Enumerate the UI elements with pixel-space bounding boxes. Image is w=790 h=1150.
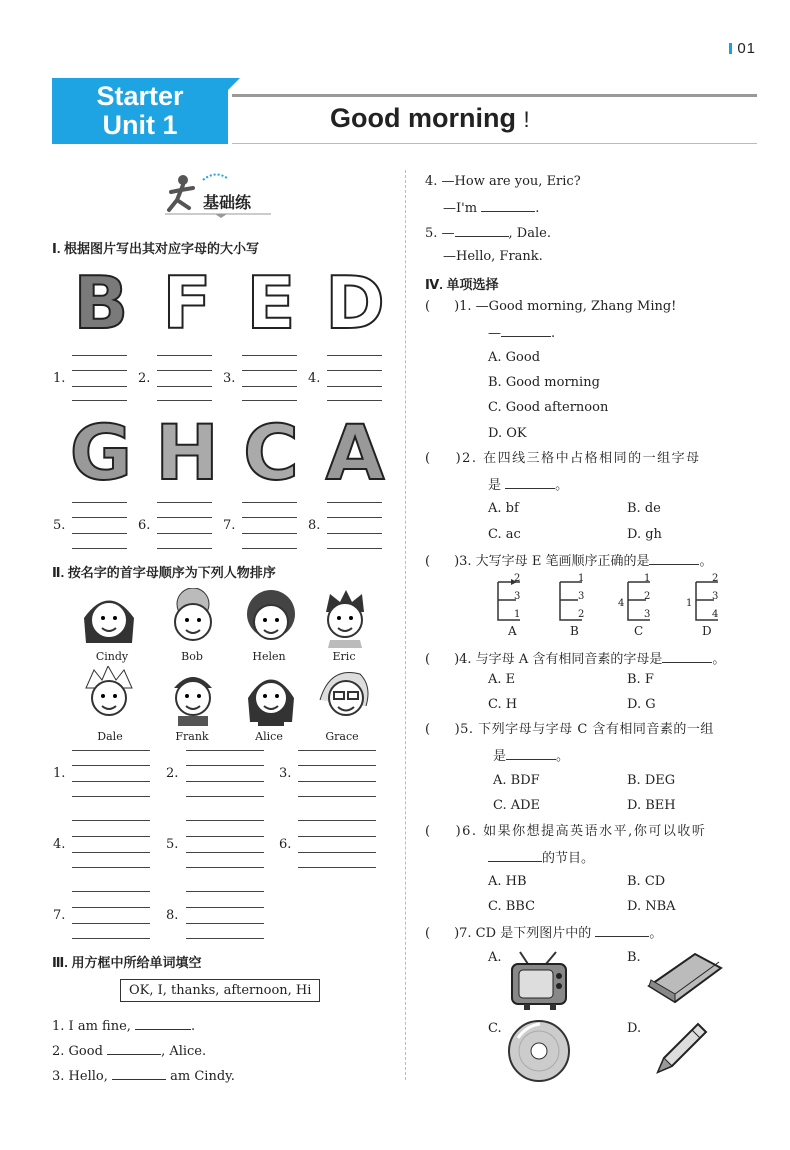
option[interactable]: C. ac <box>488 527 521 542</box>
option[interactable]: C. ADE <box>493 798 541 813</box>
stroke-num: 2 <box>514 573 521 584</box>
answer-blank[interactable] <box>662 650 712 663</box>
cindy-face-icon <box>74 588 144 648</box>
option[interactable]: D. NBA <box>627 899 676 914</box>
cd-icon <box>506 1018 572 1084</box>
answer-blank[interactable] <box>107 1042 161 1055</box>
question-3: ( )3. 大写字母 E 笔画顺序正确的是 。 <box>425 554 713 569</box>
item-number: 6. <box>138 518 151 533</box>
stroke-num: 2 <box>644 591 651 602</box>
question-6-answer-line: 的节目。 <box>488 849 594 867</box>
option[interactable]: C. H <box>488 697 518 712</box>
option[interactable]: B. F <box>627 672 654 687</box>
section3-heading: Ⅲ. 用方框中所给单词填空 <box>52 955 202 970</box>
header-rule-top <box>232 94 757 97</box>
fill-item-4: 4. —How are you, Eric? <box>425 174 581 189</box>
unit-badge <box>52 78 228 144</box>
option[interactable]: B. CD <box>627 874 666 889</box>
fill-item-3: 3. Hello, am Cindy. <box>52 1069 235 1084</box>
column-divider <box>405 170 406 1080</box>
helen-face-icon <box>236 588 306 648</box>
item-number: 1. <box>53 766 66 781</box>
header-rule-bottom <box>232 143 757 144</box>
question-5: ( )5. 下列字母与字母 C 含有相同音素的一组 <box>425 722 714 737</box>
stroke-num: 4 <box>712 609 719 620</box>
question-4: ( )4. 与字母 A 含有相同音素的字母是 。 <box>425 652 726 667</box>
letter-image-c: C <box>243 408 299 497</box>
frank-face-icon <box>158 666 228 726</box>
answer-blank[interactable] <box>455 224 509 237</box>
item-number: 3. <box>223 371 236 386</box>
stroke-num: 2 <box>712 573 719 584</box>
stroke-num: 2 <box>578 609 585 620</box>
page-number-text: 01 <box>737 40 756 57</box>
person-name: Alice <box>255 730 283 743</box>
bob-face-icon <box>158 588 228 648</box>
option[interactable]: B. de <box>627 501 661 516</box>
option[interactable]: A. HB <box>488 874 527 889</box>
option[interactable]: A <box>508 624 517 638</box>
practice-label: 基础练 <box>203 195 252 212</box>
item-number: 5. <box>53 518 66 533</box>
grace-face-icon <box>310 666 380 726</box>
title-mark: ! <box>523 107 530 132</box>
letter-image-a: A <box>325 408 385 497</box>
eric-face-icon <box>310 588 380 648</box>
item-number: 7. <box>223 518 236 533</box>
person-name: Bob <box>181 650 203 663</box>
item-number: 8. <box>166 908 179 923</box>
unit-line1: Starter <box>96 81 184 111</box>
eraser-icon <box>645 946 725 1006</box>
option[interactable]: A. BDF <box>493 773 540 788</box>
option[interactable]: B. DEG <box>627 773 676 788</box>
stroke-order-figures <box>488 573 728 640</box>
option[interactable]: D <box>702 624 712 638</box>
stroke-num: 1 <box>644 573 651 584</box>
page-title <box>330 103 530 134</box>
item-number: 2. <box>166 766 179 781</box>
question-7: ( )7. CD 是下列图片中的 。 <box>425 926 663 941</box>
option[interactable]: D. G <box>627 697 656 712</box>
practice-badge <box>163 170 273 218</box>
option[interactable]: A. E <box>488 672 516 687</box>
letter-image-d: D <box>325 261 385 345</box>
item-number: 4. <box>53 837 66 852</box>
answer-blank[interactable] <box>505 476 555 489</box>
tv-icon <box>506 950 574 1014</box>
unit-line2: Unit 1 <box>102 110 178 140</box>
item-number: 5. <box>166 837 179 852</box>
letter-images-row1 <box>60 262 400 344</box>
dale-face-icon <box>74 666 144 726</box>
letter-image-b: B <box>73 261 129 345</box>
word-box: OK, I, thanks, afternoon, Hi <box>120 979 320 1002</box>
pencil-icon <box>648 1018 712 1082</box>
option[interactable]: A. <box>488 950 502 965</box>
person-name: Eric <box>332 650 356 663</box>
fill-item-1: 1. I am fine, . <box>52 1019 196 1034</box>
badge-corner <box>228 78 240 90</box>
page-marker <box>729 43 732 54</box>
fill-item-4-answer: —I'm . <box>443 201 540 216</box>
option[interactable]: D. OK <box>488 426 527 441</box>
letter-image-f: F <box>162 261 212 345</box>
item-number: 7. <box>53 908 66 923</box>
answer-blank[interactable] <box>595 924 649 937</box>
stroke-num: 1 <box>578 573 585 584</box>
answer-blank[interactable] <box>506 747 556 760</box>
item-number: 6. <box>279 837 292 852</box>
question-1: ( )1. —Good morning, Zhang Ming! <box>425 299 677 314</box>
option[interactable]: B <box>570 624 579 638</box>
stroke-num: 3 <box>712 591 719 602</box>
section4-heading: Ⅳ. 单项选择 <box>425 277 499 292</box>
section1-heading: Ⅰ. 根据图片写出其对应字母的大小写 <box>52 241 260 256</box>
option[interactable]: C. Good afternoon <box>488 400 609 415</box>
letter-image-g: G <box>69 408 133 497</box>
person-name: Frank <box>175 730 209 743</box>
title-text: Good morning <box>330 103 516 133</box>
question-2-answer-line: 是 。 <box>488 478 569 493</box>
item-number: 4. <box>308 371 321 386</box>
option[interactable]: D. <box>627 1021 642 1036</box>
option[interactable]: C. <box>488 1021 502 1036</box>
letter-image-e: E <box>246 261 296 345</box>
fill-item-5: 5. — , Dale. <box>425 226 551 241</box>
stroke-num: 1 <box>514 609 521 620</box>
item-number: 3. <box>279 766 292 781</box>
answer-blank[interactable] <box>135 1017 191 1030</box>
alice-face-icon <box>236 666 306 726</box>
fill-item-2: 2. Good , Alice. <box>52 1044 207 1059</box>
option[interactable]: D. BEH <box>627 798 676 813</box>
option[interactable]: A. bf <box>488 501 519 516</box>
letter-image-h: H <box>155 408 219 497</box>
option[interactable]: A. Good <box>488 350 541 365</box>
answer-blank[interactable] <box>481 199 535 212</box>
question-6: ( )6. 如果你想提高英语水平,你可以收听 <box>425 824 707 839</box>
answer-blank[interactable] <box>488 849 542 862</box>
person-name: Cindy <box>95 650 129 663</box>
option[interactable]: C. BBC <box>488 899 536 914</box>
option[interactable]: C <box>634 624 644 638</box>
fill-item-5-line2: —Hello, Frank. <box>443 249 543 264</box>
person-name: Dale <box>97 730 123 743</box>
item-number: 1. <box>53 371 66 386</box>
option[interactable]: B. Good morning <box>488 375 600 390</box>
item-number: 2. <box>138 371 151 386</box>
question-2: ( )2. 在四线三格中占格相同的一组字母 <box>425 451 701 466</box>
answer-blank[interactable] <box>649 552 699 565</box>
person-name: Helen <box>252 650 286 663</box>
stroke-figure-a <box>488 576 528 624</box>
section2-heading: Ⅱ. 按名字的首字母顺序为下列人物排序 <box>52 565 276 580</box>
option[interactable]: D. gh <box>627 527 662 542</box>
question-5-answer-line: 是 。 <box>493 749 570 764</box>
answer-blank[interactable] <box>501 324 551 337</box>
stroke-num: 3 <box>578 591 585 602</box>
answer-blank[interactable] <box>112 1067 166 1080</box>
stroke-num: 1 <box>686 598 693 609</box>
stroke-num: 4 <box>618 598 625 609</box>
item-number: 8. <box>308 518 321 533</box>
stroke-num: 3 <box>644 609 651 620</box>
stroke-num: 3 <box>514 591 521 602</box>
person-name: Grace <box>325 730 359 743</box>
option[interactable]: B. <box>627 950 641 965</box>
question-1-answer-line: — . <box>488 326 556 341</box>
page-number <box>729 40 756 57</box>
letter-images-row2 <box>60 410 400 496</box>
